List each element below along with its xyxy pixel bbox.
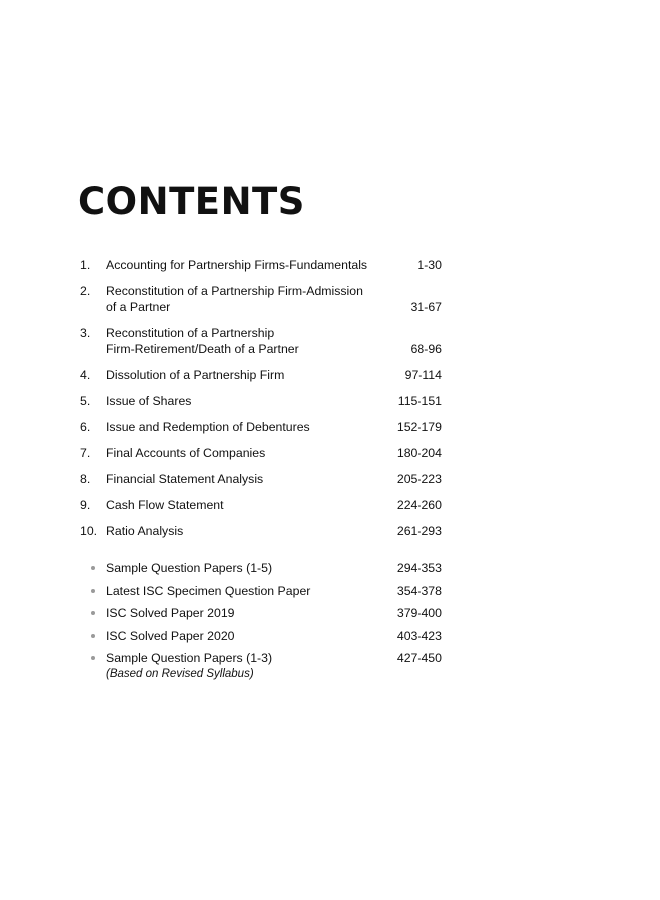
entry-pages: 1-30 (417, 258, 442, 272)
extra-pages: 427-450 (396, 651, 442, 665)
bullet-icon (80, 628, 106, 644)
bullet-icon (80, 560, 106, 576)
entry-title: Dissolution of a Partnership Firm (106, 368, 285, 382)
toc-entry-8 (80, 471, 442, 487)
table-of-contents (80, 257, 442, 689)
entry-number: 10. (80, 524, 98, 538)
entry-pages: 31-67 (410, 300, 442, 314)
entry-pages: 205-223 (396, 472, 442, 486)
toc-entry-5 (80, 393, 442, 409)
extra-title: ISC Solved Paper 2019 (106, 606, 235, 620)
toc-entry-2 (80, 283, 442, 315)
toc-entry-6 (80, 419, 442, 435)
entry-title: Issue and Redemption of Debentures (106, 420, 310, 434)
entry-title: Ratio Analysis (106, 524, 184, 538)
extra-pages: 379-400 (396, 606, 442, 620)
entry-pages: 68-96 (410, 342, 442, 356)
toc-entry-9 (80, 497, 442, 513)
section-divider-space (80, 549, 442, 560)
extra-title: ISC Solved Paper 2020 (106, 628, 235, 643)
entry-number: 6. (80, 420, 91, 434)
entry-number: 5. (80, 394, 91, 408)
extra-note: (Based on Revised Syllabus) (106, 668, 254, 680)
entry-number: 9. (80, 498, 91, 512)
toc-entry-3 (80, 325, 442, 357)
entry-number: 1. (80, 258, 91, 272)
entry-title-line: Reconstitution of a Partnership (106, 326, 275, 340)
extra-pages: 403-423 (396, 628, 442, 643)
entry-title: Financial Statement Analysis (106, 472, 264, 486)
bullet-icon (80, 605, 106, 621)
entry-pages: 261-293 (396, 524, 442, 538)
entry-title-line: Reconstitution of a Partnership Firm-Admission (106, 284, 363, 298)
entry-title (106, 325, 411, 357)
entry-title-line: Firm-Retirement/Death of a Partner (106, 342, 299, 356)
entry-pages: 115-151 (397, 394, 442, 408)
bullet-icon (80, 650, 106, 666)
entry-title: Final Accounts of Companies (106, 446, 266, 460)
extra-pages: 354-378 (396, 583, 442, 598)
extra-title-line: Sample Question Papers (1-3) (106, 651, 273, 665)
page-title: CONTENTS (78, 180, 305, 223)
toc-extra-4 (80, 628, 442, 644)
entry-number: 2. (80, 284, 91, 298)
entry-number: 3. (80, 326, 91, 340)
toc-entry-7 (80, 445, 442, 461)
entry-number: 7. (80, 446, 91, 460)
entry-pages: 97-114 (404, 368, 442, 382)
toc-extra-2 (80, 583, 442, 599)
bullet-icon (80, 583, 106, 599)
toc-extra-5 (80, 650, 442, 682)
toc-entry-10 (80, 523, 442, 539)
toc-entry-1 (80, 257, 442, 273)
entry-pages: 180-204 (396, 446, 442, 460)
toc-extra-3 (80, 605, 442, 621)
extra-title: Sample Question Papers (1-5) (106, 561, 273, 575)
extra-pages: 294-353 (396, 561, 442, 575)
extra-title (106, 650, 397, 682)
entry-title: Issue of Shares (106, 394, 192, 408)
entry-number: 4. (80, 368, 91, 382)
extra-title: Latest ISC Specimen Question Paper (106, 583, 311, 598)
entry-pages: 152-179 (396, 420, 442, 434)
entry-number: 8. (80, 472, 91, 486)
toc-extra-1 (80, 560, 442, 576)
entry-title-line: of a Partner (106, 300, 171, 314)
entry-title: Cash Flow Statement (106, 498, 224, 512)
entry-title (106, 283, 411, 315)
entry-title: Accounting for Partnership Firms-Fundamentals (106, 258, 368, 272)
toc-entry-4 (80, 367, 442, 383)
entry-pages: 224-260 (396, 498, 442, 512)
